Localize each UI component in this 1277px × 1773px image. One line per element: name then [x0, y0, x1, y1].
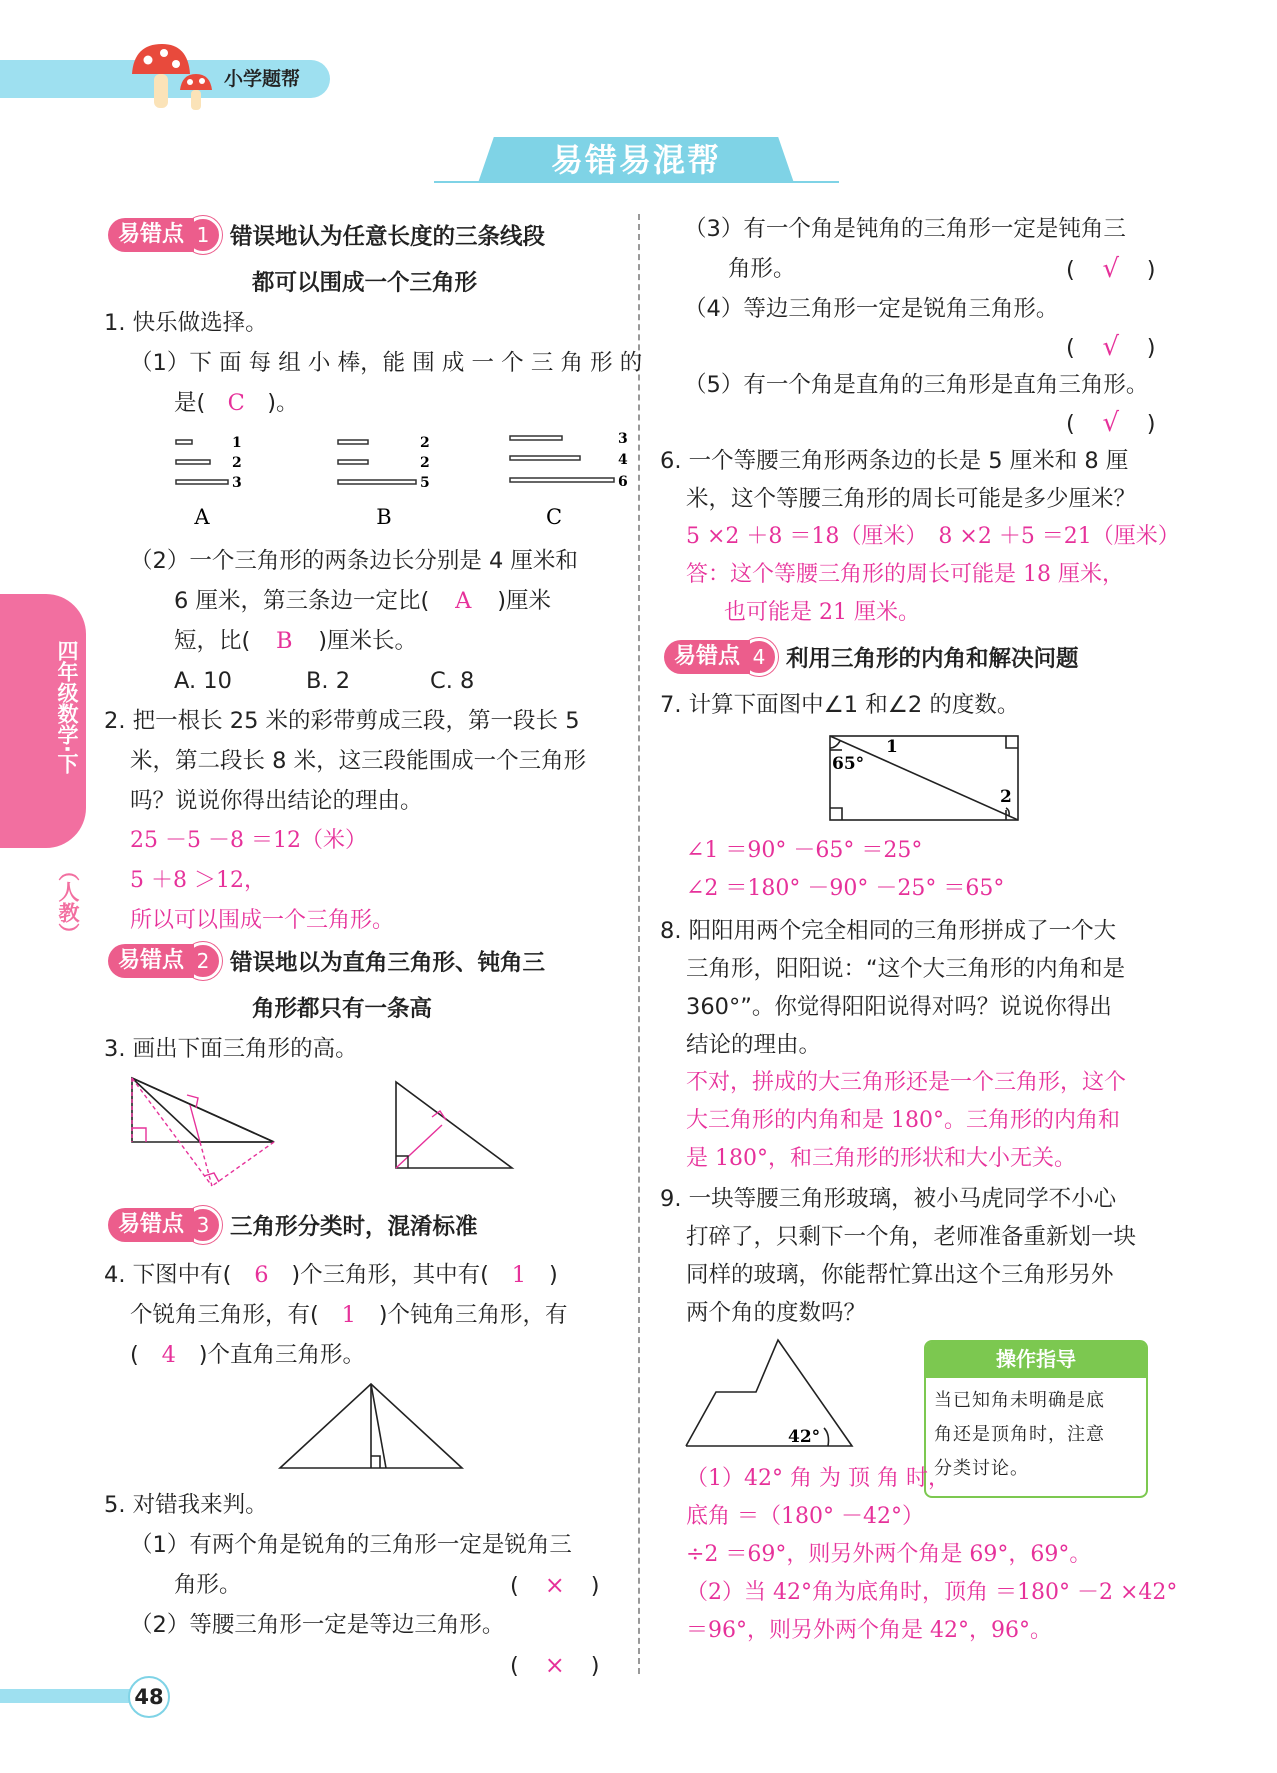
q1-sub2-line3: 短，比( B )厘米长。 [174, 622, 417, 660]
q8-line4: 结论的理由。 [686, 1032, 822, 1058]
operation-guide-line1: 当已知角未明确是底 [934, 1390, 1105, 1411]
q6-answer1: 5 ×2 ＋8 ＝18（厘米） 8 ×2 ＋5 ＝21（厘米） [686, 524, 1180, 549]
pitfall-tag-2 [108, 942, 545, 980]
stick-len-b1: 2 [420, 435, 430, 451]
operation-guide-box [924, 1340, 1148, 1498]
q9-angle-42: 42° [788, 1427, 821, 1447]
q9-answer3: ÷2 ＝69°，则另外两个角是 69°，69°。 [686, 1542, 1092, 1567]
pitfall-title-cont: 都可以围成一个三角形 [252, 270, 478, 296]
operation-guide-title-bar [926, 1342, 1146, 1378]
q1-sub2-line2: 6 厘米，第三条边一定比( A )厘米 [174, 582, 551, 620]
q5-s1-line1: （1）有两个角是锐角的三角形一定是锐角三 [130, 1532, 572, 1558]
q1-option-b: B. 2 [306, 668, 351, 694]
pitfall-title: 利用三角形的内角和解决问题 [786, 646, 1079, 672]
pitfall-tag-4 [664, 638, 1079, 676]
stick-label-c: C [545, 505, 563, 528]
q5-s1-line2: 角形。 [174, 1572, 242, 1598]
q7-label-1: 1 [886, 737, 898, 757]
q5-s5-judge: ( √ ) [1066, 404, 1156, 443]
q4-triangle-figure [276, 1378, 466, 1474]
q8-line3: 360°”。你觉得阳阳说得对吗？说说你得出 [686, 994, 1112, 1020]
q4-line3: ( 4 )个直角三角形。 [130, 1336, 365, 1374]
q7-answer1: ∠1 ＝90° －65° ＝25° [686, 838, 923, 863]
q7-stem: 7. 计算下面图中∠1 和∠2 的度数。 [660, 692, 1020, 718]
pitfall-label: 易错点 [664, 640, 750, 674]
q2-answer3: 所以可以围成一个三角形。 [130, 908, 395, 933]
q5-s4-line1: （4）等边三角形一定是锐角三角形。 [684, 296, 1059, 322]
q8-answer1: 不对，拼成的大三角形还是一个三角形，这个 [686, 1070, 1127, 1095]
q5-s3-line1: （3）有一个角是钝角的三角形一定是钝角三 [684, 216, 1126, 242]
q1-option-c: C. 8 [430, 668, 475, 694]
q8-answer2: 大三角形的内角和是 180°。三角形的内角和 [686, 1108, 1120, 1133]
q9-line1: 9. 一块等腰三角形玻璃，被小马虎同学不小心 [660, 1186, 1117, 1212]
stick-groups-figure [160, 428, 640, 528]
q1-sub1-answer: C [227, 390, 245, 416]
pitfall-number: 4 [740, 638, 778, 676]
stick-group-c [510, 436, 614, 482]
pitfall-title: 错误地认为任意长度的三条线段 [230, 224, 546, 250]
stick-label-a: A [194, 505, 210, 528]
stick-len-c2: 4 [618, 452, 628, 468]
q5-s1-mark: × [544, 1571, 565, 1599]
pitfall-number: 3 [184, 1206, 222, 1244]
q1-sub2-line1: （2）一个三角形的两条边长分别是 4 厘米和 [130, 548, 578, 574]
pitfall-label: 易错点 [108, 218, 194, 252]
q6-answer3: 也可能是 21 厘米。 [724, 600, 920, 625]
q5-s5-mark: √ [1102, 408, 1120, 438]
side-tab-edition: （人教） [56, 860, 80, 944]
pitfall-title-cont: 角形都只有一条高 [252, 996, 433, 1022]
q6-line2: 米，这个等腰三角形的周长可能是多少厘米？ [686, 486, 1137, 512]
stick-len-a1: 1 [232, 435, 242, 451]
q2-answer2: 5 ＋8 ＞12， [130, 868, 266, 893]
pitfall-tag-3 [108, 1206, 478, 1244]
q9-broken-glass-figure [682, 1336, 858, 1450]
q4-answer4: 4 [161, 1342, 176, 1368]
q5-s2-judge: ( × ) [510, 1646, 600, 1685]
q4-line1: 4. 下图中有( 6 )个三角形，其中有( 1 ) [104, 1256, 558, 1294]
stick-len-a2: 2 [232, 455, 242, 471]
stick-len-c3: 6 [618, 474, 628, 490]
q1-stem: 1. 快乐做选择。 [104, 310, 268, 336]
q5-s4-judge: ( √ ) [1066, 328, 1156, 367]
q2-line2: 米，第二段长 8 米，这三段能围成一个三角形 [130, 748, 587, 774]
q5-s5-line1: （5）有一个角是直角的三角形是直角三角形。 [684, 372, 1149, 398]
q9-answer1: （1）42° 角 为 顶 角 时， [686, 1466, 950, 1491]
stick-group-b [338, 440, 416, 484]
q8-answer3: 是 180°，和三角形的形状和大小无关。 [686, 1146, 1076, 1171]
q1-sub1-line1: （1）下 面 每 组 小 棒，能 围 成 一 个 三 角 形 的 [130, 350, 643, 376]
q9-line3: 同样的玻璃，你能帮忙算出这个三角形另外 [686, 1262, 1114, 1288]
q7-answer2: ∠2 ＝180° －90° －25° ＝65° [686, 876, 1005, 901]
q9-answer2: 底角 ＝（180° －42°） [686, 1504, 924, 1529]
q9-answer4: （2）当 42°角为底角时，顶角 ＝180° －2 ×42° [686, 1580, 1178, 1605]
q7-angle-65: 65° [832, 754, 865, 774]
q9-line2: 打碎了，只剩下一个角，老师准备重新划一块 [686, 1224, 1137, 1250]
operation-guide-line3: 分类讨论。 [934, 1458, 1029, 1479]
right-triangle [396, 1082, 512, 1168]
q9-answer5: ＝96°，则另外两个角是 42°，96°。 [686, 1618, 1052, 1643]
q5-s2-line1: （2）等腰三角形一定是等边三角形。 [130, 1612, 505, 1638]
pitfall-number: 1 [184, 216, 222, 254]
pitfall-tag-1 [108, 216, 545, 254]
section-title: 易错易混帮 [550, 141, 721, 179]
q5-s2-mark: × [544, 1651, 565, 1679]
q5-stem: 5. 对错我来判。 [104, 1492, 268, 1518]
operation-guide-line2: 角还是顶角时，注意 [934, 1424, 1105, 1445]
q5-s4-mark: √ [1102, 332, 1120, 362]
stick-len-a3: 3 [232, 475, 242, 491]
stick-label-b: B [376, 505, 392, 528]
q6-answer2: 答：这个等腰三角形的周长可能是 18 厘米， [686, 562, 1124, 587]
q5-s3-line2: 角形。 [728, 256, 796, 282]
pitfall-title: 错误地以为直角三角形、钝角三 [230, 950, 546, 976]
page-number: 48 [128, 1676, 170, 1718]
stick-group-a [176, 440, 228, 484]
q8-line2: 三角形，阳阳说：“这个大三角形的内角和是 [686, 956, 1126, 982]
brand-name: 小学题帮 [224, 68, 301, 90]
q2-line3: 吗？说说你得出结论的理由。 [130, 788, 423, 814]
pitfall-label: 易错点 [108, 944, 194, 978]
q7-label-2: 2 [1000, 787, 1012, 807]
operation-guide-title: 操作指导 [996, 1347, 1076, 1371]
q6-line1: 6. 一个等腰三角形两条边的长是 5 厘米和 8 厘 [660, 448, 1129, 474]
mushroom-logo-icon [128, 40, 218, 116]
q1-option-a: A. 10 [174, 668, 232, 694]
q1-sub2-answer1: A [455, 588, 472, 614]
q8-line1: 8. 阳阳用两个完全相同的三角形拼成了一个大 [660, 918, 1117, 944]
pitfall-label: 易错点 [108, 1208, 194, 1242]
q1-sub1-line2: 是( C )。 [174, 384, 299, 422]
q3-triangles-figure [124, 1070, 524, 1190]
q4-line2: 个锐角三角形，有( 1 )个钝角三角形，有 [130, 1296, 568, 1334]
q4-answer2: 1 [511, 1262, 527, 1288]
q9-line4: 两个角的度数吗？ [686, 1300, 867, 1326]
obtuse-triangle [132, 1078, 274, 1142]
q5-s3-mark: √ [1102, 254, 1120, 284]
stick-len-b3: 5 [420, 475, 430, 491]
q4-answer3: 1 [341, 1302, 356, 1328]
stick-len-c1: 3 [618, 431, 628, 447]
pitfall-title: 三角形分类时，混淆标准 [230, 1214, 478, 1240]
q7-rectangle-figure [824, 730, 1024, 826]
q3-stem: 3. 画出下面三角形的高。 [104, 1036, 358, 1062]
side-tab-grade: 四年级数学·下 [55, 640, 79, 774]
q2-line1: 2. 把一根长 25 米的彩带剪成三段，第一段长 5 [104, 708, 580, 734]
q4-answer1: 6 [254, 1262, 269, 1288]
pitfall-number: 2 [184, 942, 222, 980]
q5-s3-judge: ( √ ) [1066, 250, 1156, 289]
q2-answer1: 25 －5 －8 ＝12（米） [130, 828, 367, 853]
stick-len-b2: 2 [420, 455, 430, 471]
q5-s1-judge: ( × ) [510, 1566, 600, 1605]
q1-sub2-answer2: B [276, 628, 293, 654]
right-height [396, 1111, 446, 1168]
